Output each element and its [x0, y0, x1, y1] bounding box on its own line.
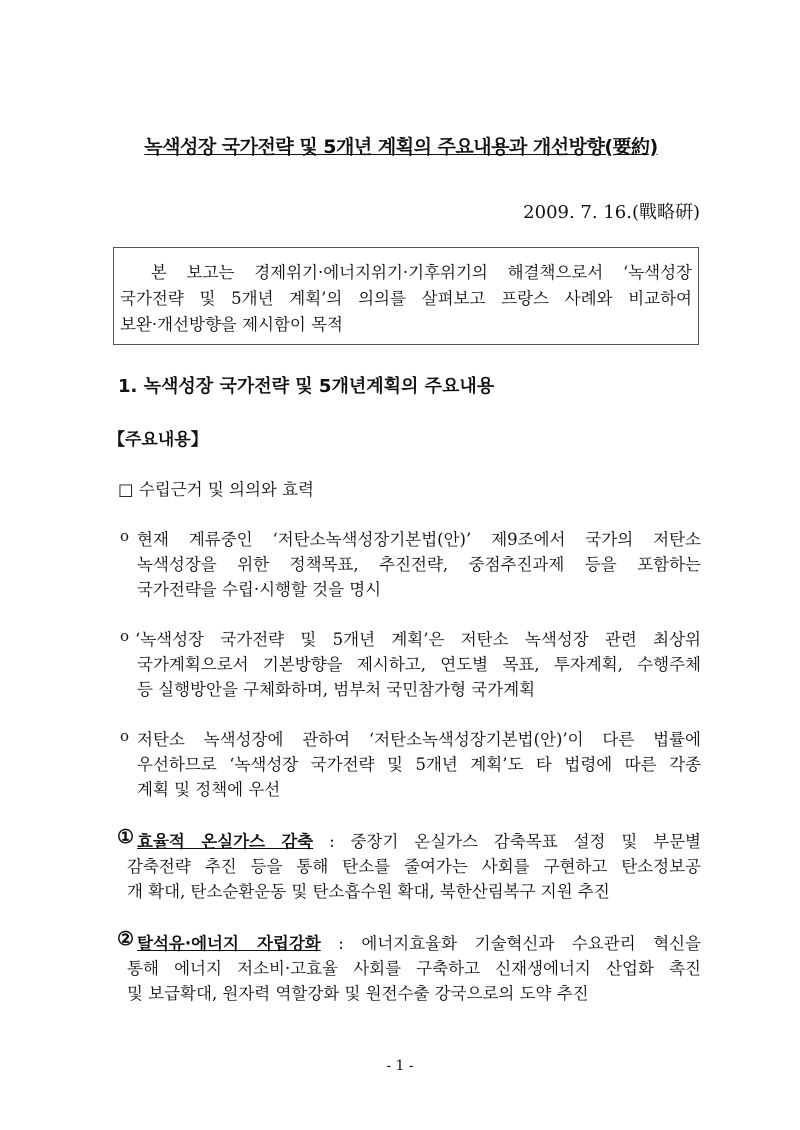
strategy-line: 및 보급확대, 원자력 역할강화 및 원전수출 강국으로의 도약 추진: [127, 984, 589, 1003]
summary-line: 국가전략 및 5개년 계획’의 의의를 살펴보고 프랑스 사례와 비교하여: [120, 289, 692, 308]
strategy-keyword: 효율적 온실가스 감축: [137, 832, 314, 851]
summary-box: [113, 247, 699, 345]
strategy-line: 통해 에너지 저소비·고효율 사회를 구축하고 신재생에너지 산업화 촉진: [127, 959, 701, 978]
bullet-marker: o: [120, 527, 130, 545]
summary-line: 보완·개선방향을 제시함이 목적: [120, 315, 343, 334]
bullet-line: 현재 계류중인 ‘저탄소녹색성장기본법(안)’ 제9조에서 국가의 저탄소: [137, 530, 701, 549]
bullet-line: 계획 및 정책에 우선: [137, 780, 281, 799]
strategy-number: ②: [117, 928, 135, 950]
bullet-line: 녹색성장을 위한 정책목표, 추진전략, 중점추진과제 등을 포함하는: [137, 555, 701, 574]
bullet-marker: o: [120, 727, 130, 745]
strategy-line: 개 확대, 탄소순환운동 및 탄소흡수원 확대, 북한산림복구 지원 추진: [127, 882, 610, 901]
strategy-number: ①: [117, 826, 135, 848]
strategy-text: : 중장기 온실가스 감축목표 설정 및 부문별: [313, 832, 701, 851]
page-number: - 1 -: [386, 1058, 414, 1074]
strategy-line: 감축전략 추진 등을 통해 탄소를 줄여가는 사회를 구현하고 탄소정보공: [127, 857, 701, 876]
strategy-line: [137, 930, 701, 954]
bullet-line: ‘녹색성장 국가전략 및 5개년 계획’은 저탄소 녹색성장 관련 최상위: [135, 630, 701, 649]
bullet-line: 국가전략을 수립·시행할 것을 명시: [137, 580, 382, 599]
document-title: 녹색성장 국가전략 및 5개년 계획의 주요내용과 개선방향(要約): [144, 136, 658, 158]
square-item: □ 수립근거 및 의의와 효력: [118, 480, 314, 499]
bullet-marker: o: [120, 627, 130, 645]
bullet-line: 저탄소 녹색성장에 관하여 ‘저탄소녹색성장기본법(안)’이 다른 법률에: [137, 730, 701, 749]
bullet-line: 등 실행방안을 구체화하며, 범부처 국민참가형 국가계획: [137, 680, 536, 699]
strategy-text: : 에너지효율화 기술혁신과 수요관리 혁신을: [320, 934, 701, 953]
strategy-line: [137, 828, 701, 852]
bullet-line: 우선하므로 ‘녹색성장 국가전략 및 5개년 계획’도 타 법령에 따른 각종: [137, 755, 701, 774]
summary-line: 본 보고는 경제위기·에너지위기·기후위기의 해결책으로서 ‘녹색성장: [120, 263, 692, 282]
section-heading: 1. 녹색성장 국가전략 및 5개년계획의 주요내용: [118, 376, 495, 397]
subheading: 【주요내용】: [108, 430, 208, 450]
document-date: 2009. 7. 16.(戰略硏): [523, 202, 700, 223]
bullet-line: 국가계획으로서 기본방향을 제시하고, 연도별 목표, 투자계획, 수행주체: [137, 655, 701, 674]
strategy-keyword: 탈석유·에너지 자립강화: [137, 934, 321, 953]
